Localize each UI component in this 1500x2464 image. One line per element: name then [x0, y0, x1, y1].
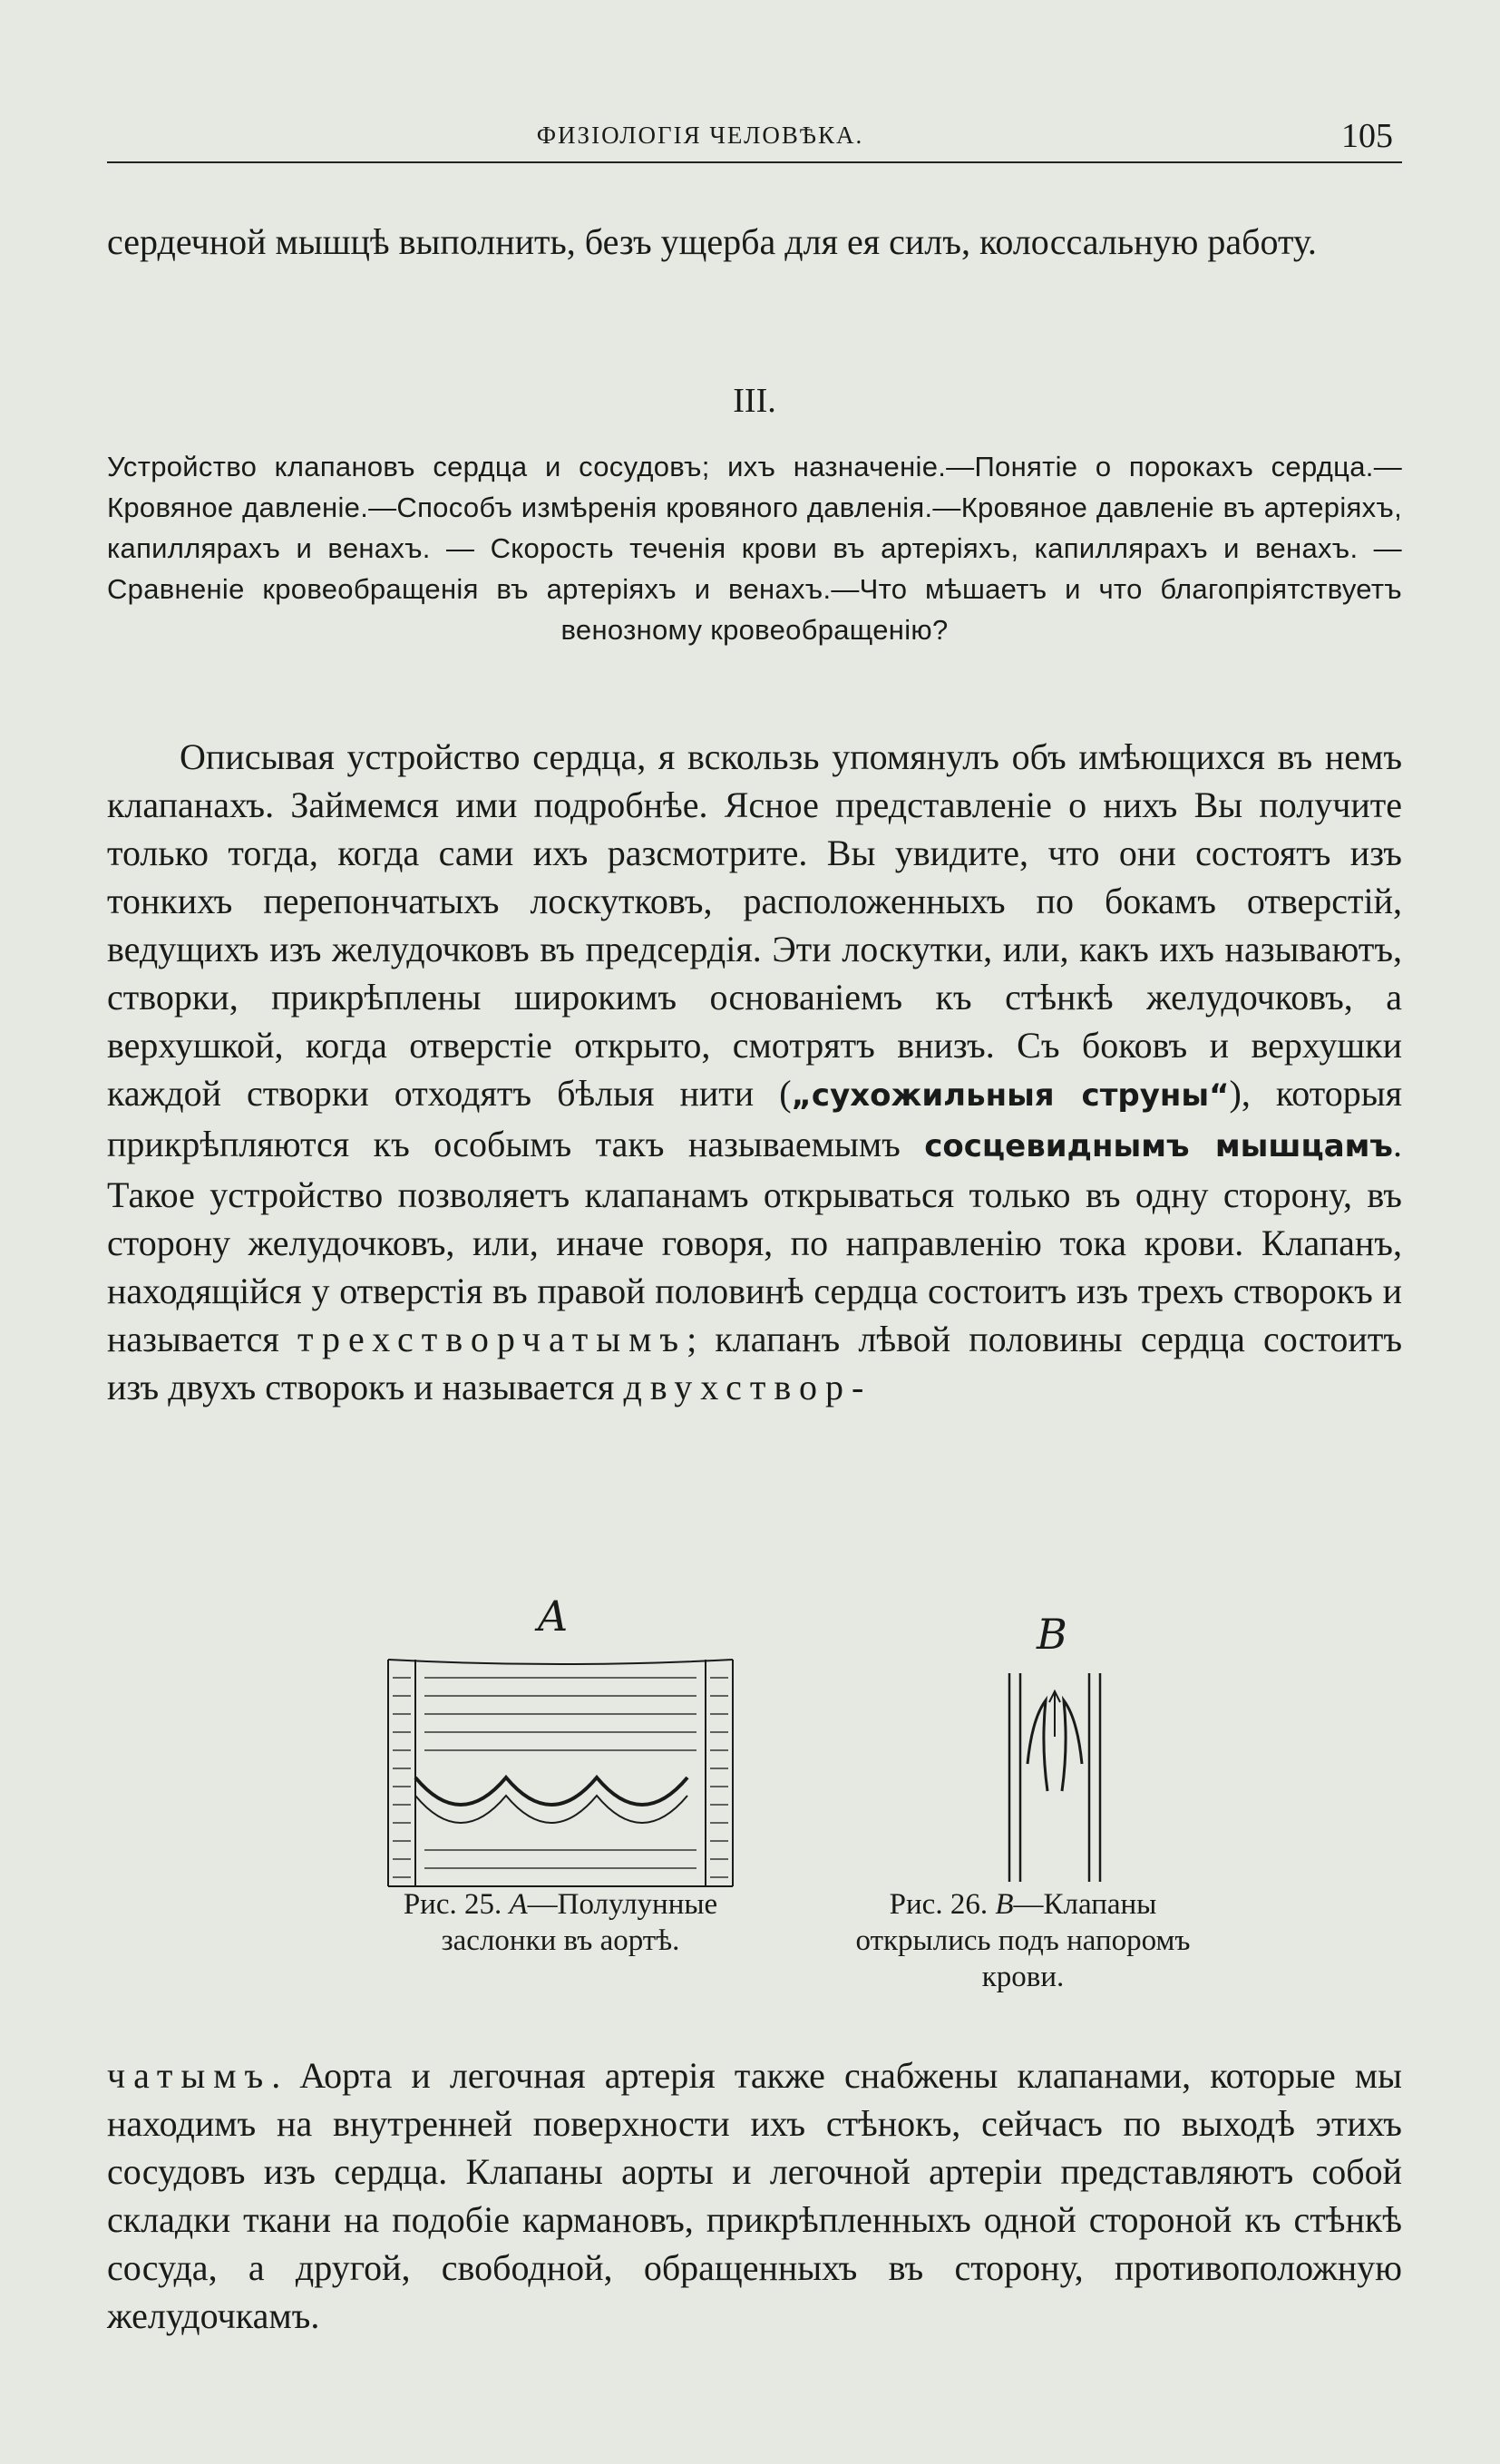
section-summary: Устройство клапановъ сердца и сосудовъ; ихъ назначеніе.—Понятіе о порокахъ сердца.—Кровяное давленіе.—Способъ измѣренія кровяного давленія.—Кровяное давленіе въ артеріяхъ, капиллярахъ и венахъ. — Скорость теченія крови въ артеріяхъ, капиллярахъ и венахъ. — Сравненіе кровеобращенія въ артеріяхъ и венахъ.—Что мѣшаетъ и что благопріятствуетъ венозному кровеобращенію?: [107, 451, 1402, 646]
section-number: III.: [733, 382, 776, 420]
paragraph-valves: [107, 733, 1402, 1411]
caption-figure-26: [833, 1886, 1213, 1995]
aorta-illustration: [361, 1641, 778, 1914]
page-number: 105: [1341, 117, 1393, 155]
term-bicuspid: двухствор-: [623, 1367, 872, 1407]
text-run: . Такое устройство позволяетъ клапанамъ открываться только въ одну сторону, въ сторону желудочковъ, или, иначе говоря, по направленію тока крови. Клапанъ, находящійся у отверстія въ правой половинѣ сердца состоитъ изъ трехъ створокъ и называется: [107, 1124, 1402, 1359]
paragraph-arterial-valves: [107, 2051, 1402, 2340]
text-run: ; клапанъ лѣвой половины сердца состоитъ изъ двухъ створокъ и называется: [107, 1319, 1403, 1407]
caption-letter: B: [995, 1888, 1014, 1921]
term-tricuspid: трехстворчатымъ: [297, 1319, 687, 1359]
caption-prefix: Рис. 26.: [889, 1888, 996, 1921]
caption-text: —Клапаны открылись подъ напоромъ крови.: [855, 1888, 1191, 1993]
caption-letter: A: [509, 1888, 528, 1921]
vessel-illustration: [991, 1664, 1118, 1891]
page-header: [107, 118, 1402, 163]
caption-figure-25: [352, 1886, 769, 1959]
text-run: . Аорта и легочная артерія также снабжены клапанами, которые мы находимъ на внутренней поверхности ихъ стѣнокъ, сейчасъ по выходѣ этихъ сосудовъ изъ сердца. Клапаны аорты и легочной артеріи представляютъ собой складки ткани на подобіе кармановъ, прикрѣпленныхъ одной стороной къ стѣнкѣ сосуда, а другой, свободной, обращенныхъ въ сторону, противоположную желудочкамъ.: [107, 2055, 1402, 2336]
running-title: ФИЗІОЛОГІЯ ЧЕЛОВѢКА.: [536, 122, 864, 149]
paragraph-continued: сердечной мышцѣ выполнить, безъ ущерба для ея силъ, колоссальную работу.: [107, 221, 1317, 262]
caption-text: —Полулунные заслонки въ аортѣ.: [441, 1888, 718, 1957]
caption-prefix: Рис. 25.: [403, 1888, 510, 1921]
term-papillary-muscles: сосцевиднымъ мышцамъ: [924, 1128, 1393, 1164]
text-run: ), которыя прикрѣпляются къ особымъ такъ называемымъ: [107, 1073, 1402, 1164]
figure-a-letter: A: [538, 1592, 569, 1641]
text-run: Описывая устройство сердца, я вскользь упомянулъ объ имѣющихся въ немъ клапанахъ. Займемся ими подробнѣе. Ясное представленіе о нихъ Вы получите только тогда, когда сами ихъ разсмотрите. Вы увидите, что они состоятъ изъ тонкихъ перепончатыхъ лоскутковъ, расположенныхъ по бокамъ отверстій, ведущихъ изъ желудочковъ въ предсердія. Эти лоскутки, или, какъ ихъ называютъ, створки, прикрѣплены широкимъ основаніемъ къ стѣнкѣ желудочковъ, а верхушкой, когда отверстіе открыто, смотрятъ внизъ. Съ боковъ и верхушки каждой створки отходятъ бѣлыя нити (: [107, 736, 1402, 1114]
term-bicuspid-end: чатымъ: [107, 2055, 272, 2096]
figure-b-letter: B: [1037, 1610, 1067, 1659]
term-chordae: „сухожильныя струны“: [791, 1077, 1230, 1114]
